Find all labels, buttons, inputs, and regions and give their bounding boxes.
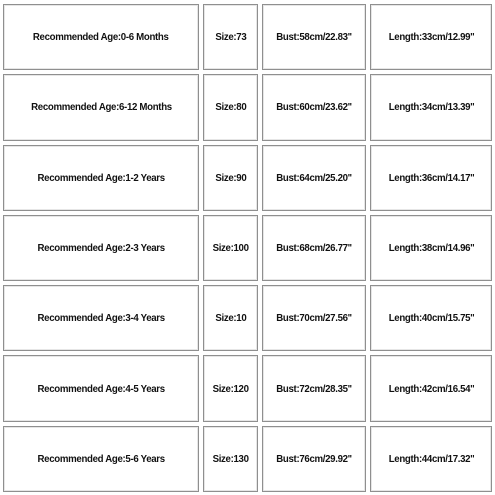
- bust-cell: [262, 215, 366, 281]
- bust-cell: [262, 355, 366, 421]
- age-text: Recommended Age:6-12 Months: [30, 101, 172, 114]
- age-cell: [3, 215, 199, 281]
- size-cell: [203, 426, 258, 492]
- size-text: Size:120: [212, 382, 249, 395]
- age-text: Recommended Age:5-6 Years: [37, 452, 165, 465]
- bust-cell: [262, 145, 366, 211]
- size-cell: [203, 215, 258, 281]
- length-cell: [370, 215, 492, 281]
- age-cell: [3, 285, 199, 351]
- length-text: Length:40cm/15.75'': [388, 312, 474, 325]
- length-cell: [370, 4, 492, 70]
- age-cell: [3, 74, 199, 140]
- size-text: Size:80: [214, 101, 247, 114]
- size-cell: [203, 145, 258, 211]
- length-text: Length:38cm/14.96'': [388, 241, 474, 254]
- age-cell: [3, 4, 199, 70]
- length-text: Length:34cm/13.39'': [388, 101, 474, 114]
- age-text: Recommended Age:0-6 Months: [33, 31, 169, 44]
- length-cell: [370, 285, 492, 351]
- length-text: Length:44cm/17.32'': [388, 452, 474, 465]
- length-cell: [370, 426, 492, 492]
- size-text: Size:10: [214, 312, 247, 325]
- bust-cell: [262, 74, 366, 140]
- size-text: Size:130: [212, 452, 249, 465]
- bust-cell: [262, 4, 366, 70]
- size-chart-table: [3, 4, 492, 492]
- size-cell: [203, 4, 258, 70]
- size-text: Size:90: [214, 171, 247, 184]
- size-cell: [203, 74, 258, 140]
- bust-text: Bust:76cm/29.92'': [276, 452, 352, 465]
- age-text: Recommended Age:2-3 Years: [37, 241, 165, 254]
- bust-text: Bust:64cm/25.20'': [276, 171, 352, 184]
- size-cell: [203, 355, 258, 421]
- size-text: Size:100: [212, 241, 249, 254]
- length-text: Length:42cm/16.54'': [388, 382, 474, 395]
- age-cell: [3, 145, 199, 211]
- age-text: Recommended Age:4-5 Years: [37, 382, 165, 395]
- length-text: Length:33cm/12.99'': [388, 31, 474, 44]
- age-cell: [3, 355, 199, 421]
- size-text: Size:73: [214, 31, 247, 44]
- length-cell: [370, 74, 492, 140]
- bust-cell: [262, 285, 366, 351]
- bust-text: Bust:70cm/27.56'': [276, 312, 352, 325]
- length-cell: [370, 145, 492, 211]
- length-text: Length:36cm/14.17'': [388, 171, 474, 184]
- age-text: Recommended Age:3-4 Years: [37, 312, 165, 325]
- bust-text: Bust:72cm/28.35'': [276, 382, 352, 395]
- bust-text: Bust:60cm/23.62'': [276, 101, 352, 114]
- bust-cell: [262, 426, 366, 492]
- size-cell: [203, 285, 258, 351]
- length-cell: [370, 355, 492, 421]
- age-cell: [3, 426, 199, 492]
- bust-text: Bust:58cm/22.83'': [276, 31, 352, 44]
- bust-text: Bust:68cm/26.77'': [276, 241, 352, 254]
- age-text: Recommended Age:1-2 Years: [37, 171, 165, 184]
